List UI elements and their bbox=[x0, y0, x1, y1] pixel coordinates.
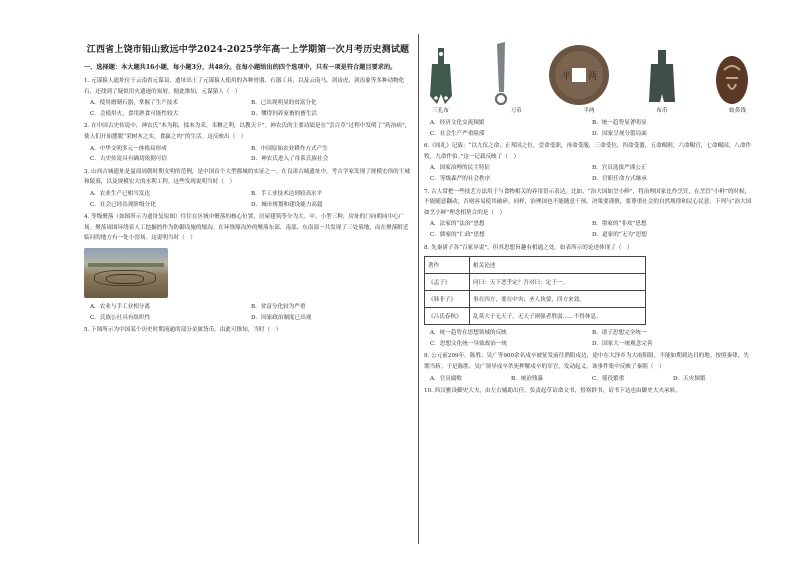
coin-figure bbox=[424, 36, 754, 106]
options bbox=[424, 328, 754, 349]
question-stem: 6.《周礼》记载：“以九仪之命，正邦国之位，壹命受职，再命受服，三命受位，四命受器，五命赐则，六命赐官，七命赐国，八命作牧，九命作伯。”这一记载反映了（ ） bbox=[424, 143, 752, 160]
option-b[interactable]: B．诸子思想完全统一 bbox=[592, 330, 647, 337]
page-title: 江西省上饶市铅山致远中学2024-2025学年高一上学期第一次月考历史测试题 bbox=[86, 45, 410, 55]
option-b[interactable]: B．墨家的“非攻”思想 bbox=[592, 221, 647, 228]
option-d[interactable]: D．国家呈现分裂局面 bbox=[592, 130, 647, 137]
left-column bbox=[84, 36, 412, 337]
column-divider bbox=[418, 34, 419, 544]
option-c[interactable]: C．徭役繁重 bbox=[592, 375, 625, 382]
option-a[interactable]: A．农业与手工业相分离 bbox=[90, 303, 150, 310]
question-stem: 3. 山西吉城遗址是夏商周朝时期文明的范例，是中国首个大型都城的实证之一。在良渚古城遗址中，考古学家发现了规模宏伟的王城和陵墓，以及规模宏大的水利工程。这些发现说明当时（ ） bbox=[84, 168, 410, 186]
question-8 bbox=[424, 243, 754, 350]
question-1 bbox=[84, 76, 412, 119]
options bbox=[424, 219, 754, 240]
spade-coin-icon bbox=[647, 48, 677, 106]
option-a[interactable]: A．中华文明多元一体格局形成 bbox=[90, 145, 167, 152]
option-d[interactable]: D．懂得饲养家畜的畜生活 bbox=[251, 110, 318, 117]
option-d[interactable]: D．国家大一统观念完善 bbox=[592, 340, 653, 347]
coin-label: 蚁鼻钱 bbox=[729, 108, 746, 114]
question-stem: 7. 古人常把一些技艺方法用于与食物相关的养用语示表达。比如，“治大国如烹小鲜”，将治理国家比作烹饪，在烹饪“小鲜”的时候，不能随意翻动，否则容易使其破碎。同样，治理国也不能随意干预，决策要谨慎，要尊重社会的自然规律和民心民意。下列与“治大国如烹小鲜”理念相契合的是（ ） bbox=[424, 188, 752, 216]
question-stem: 5. 下图所示为中国某个历史时期流通的部分金属货币。由此可推知，当时（ ） bbox=[84, 327, 282, 334]
option-d[interactable]: D．国家政治制度已出现 bbox=[251, 314, 312, 321]
option-b[interactable]: B．统一趋势显著明显 bbox=[592, 120, 647, 126]
question-10 bbox=[424, 386, 754, 397]
option-d[interactable]: D．道家的“无为”思想 bbox=[592, 231, 647, 238]
right-column bbox=[424, 36, 754, 398]
table-header-cell: 相关论述 bbox=[470, 257, 646, 274]
knife-coin-icon bbox=[491, 40, 511, 106]
quotation-table bbox=[424, 256, 646, 325]
option-a[interactable]: A．统一趋势在思想领域的反映 bbox=[430, 330, 507, 337]
options bbox=[424, 163, 754, 184]
question-5-options bbox=[424, 118, 754, 139]
table-row bbox=[425, 274, 646, 291]
option-c[interactable]: C．氏族公社具有组织性 bbox=[90, 314, 151, 321]
option-c[interactable]: C．社会已经出现阶级分化 bbox=[90, 201, 156, 208]
hill-band bbox=[88, 263, 164, 267]
question-5 bbox=[84, 325, 412, 336]
option-c[interactable]: C．古史传说具有确切依据可信 bbox=[90, 156, 167, 163]
table-header-row bbox=[425, 257, 646, 274]
table-cell: 问曰：天下恶乎定？吾对曰：定于一。 bbox=[470, 274, 646, 291]
option-d[interactable]: D．城市规划和建设能力高超 bbox=[251, 201, 323, 208]
question-stem: 9. 公元前209年，陈胜、吴广等900余名戍卒被征发前往渔阳戍边，途中在大泽乡为大雨阻阻，不能如期到达目的地。按照秦律，失期当斩。于是陈胜、吴广领导戍卒杀死押解戍卒的军官，发动起义。该事件集中反映了秦朝（ ） bbox=[424, 353, 749, 370]
option-a[interactable]: A．官员腐败 bbox=[430, 375, 463, 382]
coin-label: 刀币 bbox=[510, 108, 522, 114]
options bbox=[424, 374, 754, 385]
moat-inner bbox=[106, 274, 144, 284]
options bbox=[84, 144, 412, 165]
options bbox=[84, 302, 412, 323]
table-cell: 乱莫大于无天子，无天子则强者胜弱……不得休息。 bbox=[470, 308, 646, 325]
option-b[interactable]: B．已出现明显的贫富分化 bbox=[251, 100, 317, 107]
question-stem: 10. 西汉雅设御史大夫，由左右辅助出任，负责起草诏命文书，督察群书，诏书下达也由御史大夫承转。 bbox=[424, 388, 681, 395]
svg-text:半: 半 bbox=[562, 72, 572, 82]
option-d[interactable]: D．神农氏进入了母系氏族社会 bbox=[251, 156, 329, 163]
options bbox=[84, 189, 412, 210]
option-a[interactable]: A．国家治理的民主特征 bbox=[430, 165, 490, 172]
options bbox=[424, 118, 754, 139]
coin-labels bbox=[424, 106, 754, 116]
table-cell: 事在四方，要在中央；圣人执要，四方来效。 bbox=[470, 291, 646, 308]
question-6 bbox=[424, 141, 754, 184]
coin-label: 半两 bbox=[583, 108, 595, 114]
banliang-coin-icon bbox=[548, 44, 610, 106]
option-d[interactable]: D．天灾频繁 bbox=[673, 375, 706, 382]
question-4 bbox=[84, 212, 412, 323]
table-cell: 《孟子》 bbox=[425, 274, 470, 291]
question-3 bbox=[84, 167, 412, 210]
question-stem: 4. 等级聚落（如图所示为遗址复原图）往往在区域中聚落的核心位置，房屋建筑等分为大、中、小型三种，房址的门向朝同中心广场。聚落周围环绕着人工挖掘的作为防御设施的壕沟。在环绕壕沟外的聚落东部、南部、东南部一共发现了三处墓地，而在聚落附近临河的地方有一处小窑场。这说明当时（ ） bbox=[84, 214, 409, 242]
options bbox=[84, 98, 412, 119]
option-a[interactable]: A．农业生产已相当发达 bbox=[90, 190, 150, 197]
question-2 bbox=[84, 121, 412, 164]
question-9 bbox=[424, 351, 754, 384]
option-b[interactable]: B．官员选拔严谨公正 bbox=[592, 165, 647, 172]
option-c[interactable]: C．会使用火，食用熟食可能性较大 bbox=[90, 110, 179, 117]
option-c[interactable]: C．儒家的“仁政”思想 bbox=[430, 231, 485, 238]
option-a[interactable]: A．使用磨制石器，掌握了生产技术 bbox=[90, 100, 178, 107]
question-stem: 1. 元谋猿人遗址位于云南省元谋县，遗址出土了元谋猿人使用的各种骨器、石器工具，以及云南马、剑齿虎、剑齿象等多种动物化石，还找到了疑似用火遗迹的炭屑。据此推知，元谋猿人（ ） bbox=[84, 78, 405, 95]
option-d[interactable]: D．官职任命方式继承 bbox=[592, 175, 647, 182]
table-cell: 《吕氏春秋》 bbox=[425, 308, 470, 325]
svg-text:两: 两 bbox=[588, 72, 598, 82]
settlement-reconstruction-image bbox=[84, 248, 168, 298]
question-7 bbox=[424, 187, 754, 241]
option-b[interactable]: B．手工业技术达到较高水平 bbox=[251, 190, 323, 197]
spade-coin-three-hole-icon bbox=[428, 46, 454, 106]
option-b[interactable]: B．统治残暴 bbox=[511, 375, 544, 382]
table-row bbox=[425, 291, 646, 308]
option-c[interactable]: C．社会生产严重阻滞 bbox=[430, 130, 485, 137]
option-c[interactable]: C．思想文化统一导致政治一统 bbox=[430, 340, 507, 347]
option-a[interactable]: A．法家的“法治”思想 bbox=[430, 221, 485, 228]
option-a[interactable]: A．经济文化交流频繁 bbox=[430, 120, 485, 126]
coin-label: 布币 bbox=[656, 108, 668, 114]
option-c[interactable]: C．等级森严的社会秩序 bbox=[430, 175, 491, 182]
ant-nose-coin-icon bbox=[714, 54, 750, 106]
table-row bbox=[425, 308, 646, 325]
section-heading: 一、选择题：本大题共16小题，每小题3分，共48分。在每小题给出的四个选项中，只有一项是符合题目要求的。 bbox=[84, 64, 397, 71]
option-b[interactable]: B．中国原始农业耕作方式产生 bbox=[251, 145, 328, 152]
table-cell: 《韩非子》 bbox=[425, 291, 470, 308]
table-header-cell: 著作 bbox=[425, 257, 470, 274]
question-stem: 2. 在中国古史传说中，神农氏“木为耜，揉木为耒，耒耨之利，以教天下”。神农氏的主要功绩是在“尝百草”过程中发明了“药治病”，使人们开始摆脱“采树木之实，食羸之肉”的生活。这反映出（ ） bbox=[84, 123, 411, 140]
coin-label: 三孔布 bbox=[432, 108, 449, 114]
question-stem: 8. 先秦诸子各“百家异说”，但其思想旨趣有相通之处。如表所示的论述体现了（ ） bbox=[424, 244, 633, 251]
option-b[interactable]: B．贫富分化较为严重 bbox=[251, 303, 306, 310]
